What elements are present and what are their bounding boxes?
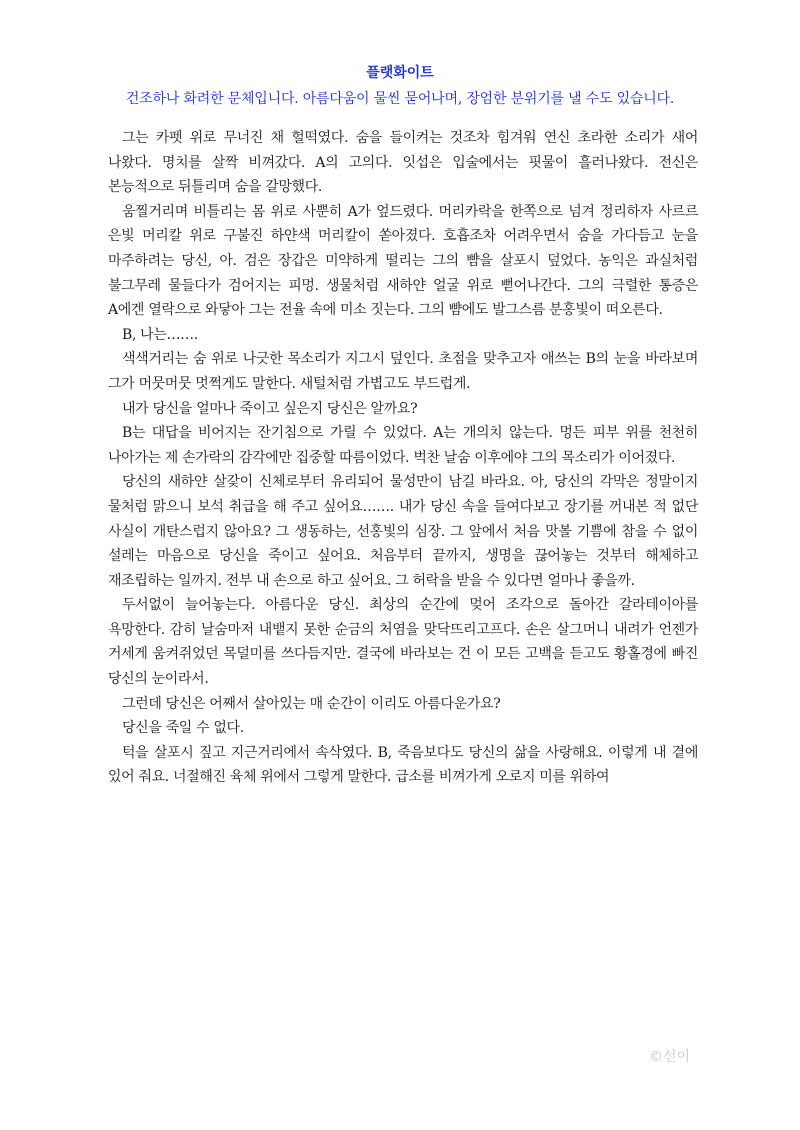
paragraph: 그는 카펫 위로 무너진 채 헐떡였다. 숨을 들이켜는 것조차 힘겨워 연신 초라한 소리가 새어 나왔다. 명치를 살짝 비껴갔다. A의 고의다. 잇섭은 입술에서는 핏물이 흘러나왔다. 전신은 본능적으로 뒤틀리며 숨을 갈망했다. (108, 130, 698, 196)
font-description: 건조하나 화려한 문체입니다. 아름다움이 물씬 묻어나며, 장엄한 분위기를 낼 수도 있습니다. (125, 91, 675, 107)
font-sample-header (0, 62, 800, 111)
paragraph: 색색거리는 숨 위로 나긋한 목소리가 지그시 덮인다. 초점을 맞추고자 애쓰는 B의 눈을 바라보며 그가 머뭇머뭇 멋쩍게도 말한다. 새털처럼 가볍고도 부드럽게. (108, 351, 698, 392)
paragraph: 내가 당신을 얼마나 죽이고 싶은지 당신은 알까요? (122, 400, 418, 417)
paragraph: 움찔거리며 비틀리는 몸 위로 사뿐히 A가 엎드렸다. 머리카락을 한쪽으로 넘겨 정리하자 사르르 은빛 머리칼 위로 구불진 하얀색 머리칼이 쏟아졌다. 호흡조차 어려우면서 숨을 가다듬고 눈을 마주하려는 당신, 아. 검은 장갑은 미약하게 떨리는 그의 뺨을 살포시 덮었다. 농익은 과실처럼 불그무레 물들다가 검어지는 피멍. 생물처럼 새하얀 얼굴 위로 뻗어나간다. 그의 극렬한 통증은 A에겐 열락으로 와닿아 그는 전율 속에 미소 짓는다. 그의 뺨에도 발그스름 분홍빛이 떠오른다. (108, 203, 698, 319)
copyright-mark: ©선이 (648, 1049, 690, 1065)
paragraph: 그런데 당신은 어째서 살아있는 매 순간이 이리도 아름다운가요? (122, 695, 501, 712)
font-name-title: 플랫화이트 (366, 65, 434, 81)
paragraph: B는 대답을 비어지는 잔기침으로 가릴 수 있었다. A는 개의치 않는다. 멍든 피부 위를 천천히 나아가는 제 손가락의 감각에만 집중할 따름이었다. 벅찬 날숨 이후에야 그의 목소리가 이어졌다. (108, 425, 698, 466)
paragraph: B, 나는……. (122, 326, 198, 343)
story-body (108, 126, 698, 790)
paragraph: 당신의 새하얀 살갗이 신체로부터 유리되어 물성만이 남길 바라요. 아, 당신의 각막은 정말이지 물처럼 맑으니 보석 취급을 해 주고 싶어요……. 내가 당신 속을 들여다보고 장기를 꺼내본 적 없단 사실이 개탄스럽지 않아요? 그 생동하는, 선홍빛의 심장. 그 앞에서 처음 맛볼 기쁨에 참을 수 없이 설레는 마음으로 당신을 죽이고 싶어요. 처음부터 끝까지, 생명을 끊어놓는 것부터 해체하고 재조립하는 일까지. 전부 내 손으로 하고 싶어요. 그 허락을 받을 수 있다면 얼마나 좋을까. (108, 474, 698, 589)
paragraph: 두서없이 늘어놓는다. 아름다운 당신. 최상의 순간에 멎어 조각으로 돌아간 갈라테이아를 욕망한다. 감히 날숨마저 내뱉지 못한 순금의 처염을 맞닥뜨리고프다. 손은 살그머니 내려가 언젠가 거세게 움켜쥐었던 목덜미를 쓰다듬지만. 결국에 바라보는 건 이 모든 고백을 듣고도 황홀경에 빠진 당신의 눈이라서. (108, 597, 698, 688)
paragraph: 당신을 죽일 수 없다. (122, 720, 244, 737)
paragraph: 턱을 살포시 짚고 지근거리에서 속삭였다. B, 죽음보다도 당신의 삶을 사랑해요. 이렇게 내 곁에 있어 줘요. 너절해진 육체 위에서 그렇게 말한다. 급소를 비껴가게 오로지 미를 위하여 (108, 744, 698, 786)
